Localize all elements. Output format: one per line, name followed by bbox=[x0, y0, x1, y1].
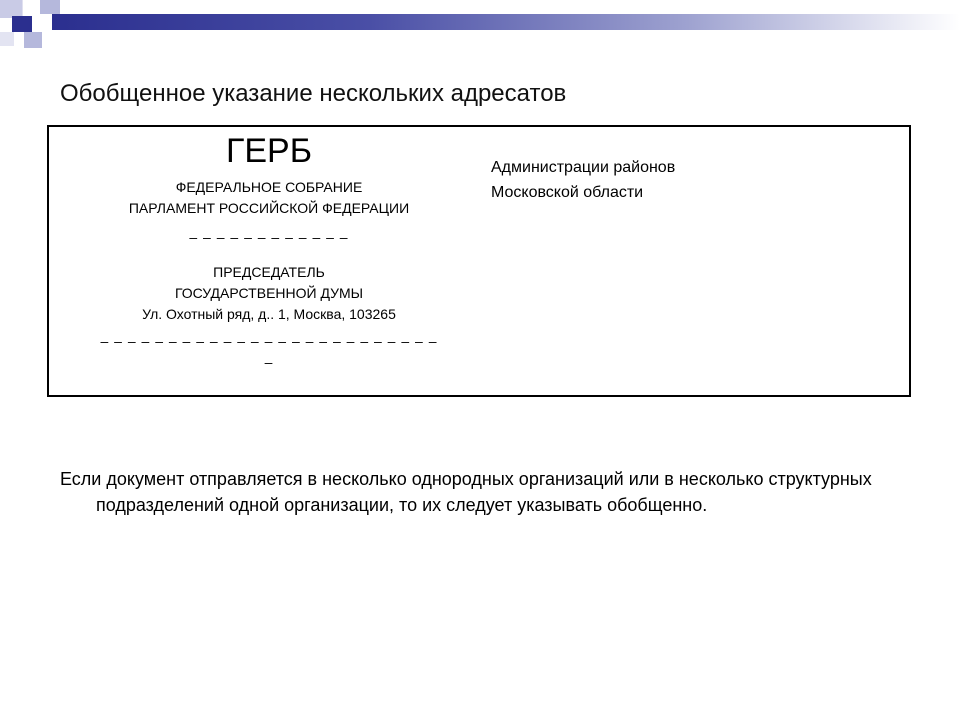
addressee-line-2: Московской области bbox=[491, 184, 644, 201]
decor-square bbox=[22, 0, 41, 16]
addressee-block bbox=[491, 155, 675, 205]
decor-square bbox=[0, 32, 14, 46]
letter-blank-frame bbox=[47, 125, 911, 397]
letterhead-block bbox=[99, 131, 439, 373]
explanation-paragraph: Если документ отправляется в несколько однородных организаций или в несколько структурных подразделений одной организации, то их следует указывать обобщенно. bbox=[60, 469, 872, 515]
short-dash-line: – – – – – – – – – – – – bbox=[189, 229, 349, 245]
org-line-1: ФЕДЕРАЛЬНОЕ СОБРАНИЕ bbox=[175, 179, 363, 195]
decorative-header-band bbox=[0, 0, 960, 52]
decor-square bbox=[40, 0, 60, 14]
position-line-2: ГОСУДАРСТВЕННОЙ ДУМЫ bbox=[174, 285, 364, 301]
emblem-placeholder: ГЕРБ bbox=[225, 132, 313, 170]
spacer bbox=[99, 248, 439, 262]
gradient-bar bbox=[52, 14, 960, 30]
org-line-2: ПАРЛАМЕНТ РОССИЙСКОЙ ФЕДЕРАЦИИ bbox=[128, 200, 410, 216]
sender-address: Ул. Охотный ряд, д.. 1, Москва, 103265 bbox=[142, 306, 396, 322]
decor-square bbox=[12, 16, 32, 32]
position-line-1: ПРЕДСЕДАТЕЛЬ bbox=[213, 264, 325, 280]
addressee-line-1: Администрации районов bbox=[491, 159, 676, 176]
slide-title: Обобщенное указание нескольких адресатов bbox=[60, 80, 567, 107]
decor-square bbox=[32, 16, 50, 32]
decor-square bbox=[24, 32, 42, 48]
long-dash-line: – – – – – – – – – – – – – – – – – – – – – – – – – – bbox=[100, 333, 438, 370]
